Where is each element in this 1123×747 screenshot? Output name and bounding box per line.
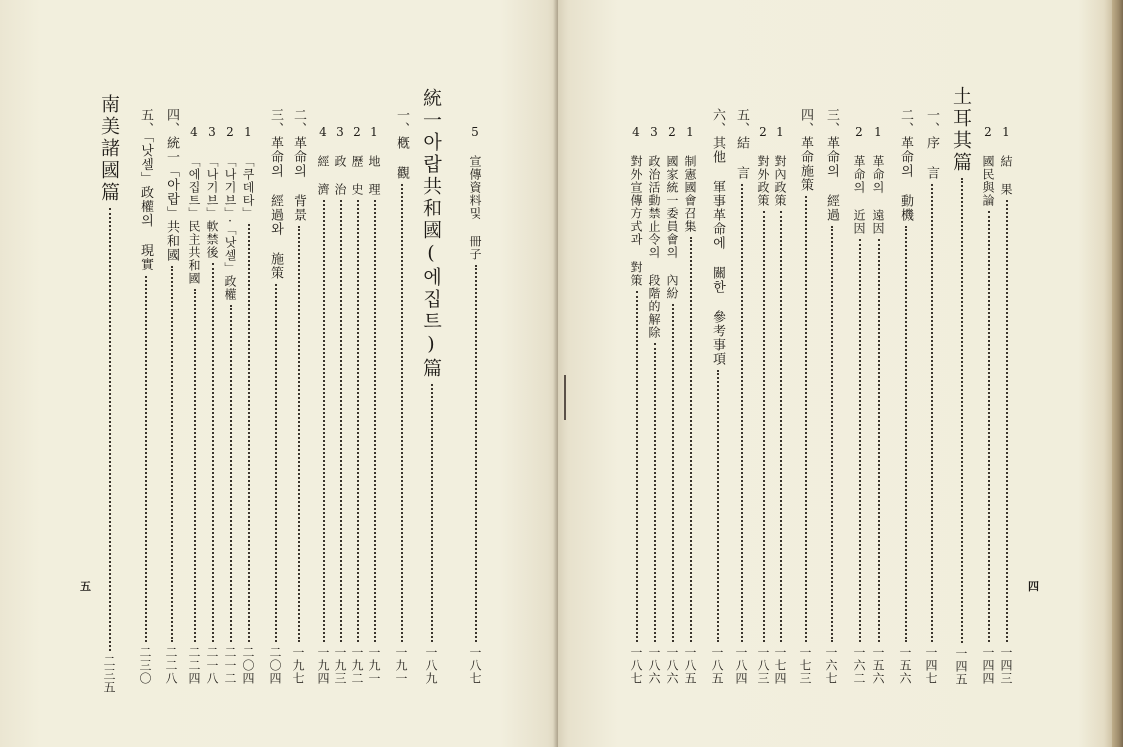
toc-leader <box>401 184 403 642</box>
toc-entry-page: 二二八 <box>164 646 178 685</box>
toc-leader <box>690 237 692 642</box>
toc-entry <box>266 108 285 685</box>
toc-leader <box>275 284 277 642</box>
toc-entry-title: 4 經 濟 <box>316 125 330 196</box>
toc-entry-title: 2 國家統一委員會의 內紛 <box>665 125 679 300</box>
toc-entry-page: 一九二 <box>350 646 364 685</box>
toc-entry <box>998 125 1015 685</box>
toc-entry-page: 一九一 <box>367 646 381 685</box>
toc-leader <box>931 184 933 642</box>
toc-entry-title: 四、統一「아랍」共和國 <box>164 108 179 262</box>
left-page <box>0 0 558 747</box>
toc-entry-page: 一八七 <box>629 646 643 685</box>
toc-entry <box>896 108 915 685</box>
toc-entry <box>349 125 366 685</box>
toc-leader <box>194 289 196 642</box>
toc-leader <box>831 226 833 642</box>
toc-entry-page: 一九四 <box>316 646 330 685</box>
toc-entry-page: 一八七 <box>468 646 482 685</box>
toc-entry-title: 1 革命의 遠因 <box>871 125 885 235</box>
toc-entry <box>240 125 257 685</box>
toc-entry <box>315 125 332 685</box>
toc-leader <box>988 211 990 642</box>
toc-entry-page: 二〇四 <box>268 646 282 685</box>
toc-leader <box>961 178 963 643</box>
toc-entry-page: 一五六 <box>898 646 912 685</box>
toc-leader <box>763 211 765 642</box>
toc-section-heading <box>948 86 975 686</box>
toc-entry <box>136 108 155 685</box>
toc-entry-title: 南美諸國篇 <box>98 94 120 204</box>
toc-leader <box>905 226 907 642</box>
toc-leader <box>741 184 743 642</box>
toc-entry <box>980 125 997 685</box>
toc-leader <box>230 305 232 642</box>
toc-entry-title: 2 革命의 近因 <box>852 125 866 235</box>
toc-entry <box>628 125 645 685</box>
toc-entry <box>870 125 887 685</box>
toc-leader <box>654 343 656 642</box>
toc-leader <box>672 304 674 642</box>
toc-entry <box>204 125 221 685</box>
toc-entry-page: 一四三 <box>999 646 1013 685</box>
toc-entry-page: 一四四 <box>981 646 995 685</box>
toc-entry-page: 一八六 <box>647 646 661 685</box>
toc-leader <box>859 239 861 642</box>
toc-section-heading <box>96 94 123 694</box>
toc-section-heading <box>418 88 445 685</box>
toc-entry-page: 一六二 <box>852 646 866 685</box>
toc-entry-title: 統一아랍共和國(에집트)篇 <box>420 88 442 380</box>
toc-entry-title: 四、革命施策 <box>798 108 813 192</box>
toc-entry <box>682 125 699 685</box>
toc-entry <box>732 108 751 685</box>
toc-entry-title: 一、序 言 <box>924 108 939 180</box>
book-edge <box>1112 0 1123 747</box>
toc-entry-title: 2 國民與論 <box>981 125 995 207</box>
toc-entry-page: 二一二 <box>223 646 237 685</box>
toc-entry <box>186 125 203 685</box>
binding-mark <box>564 375 566 420</box>
toc-entry-title: 1 地 理 <box>367 125 381 196</box>
toc-entry-page: 一七三 <box>798 646 812 685</box>
toc-leader <box>357 200 359 642</box>
page-folio: 五 <box>80 580 91 593</box>
toc-entry <box>772 125 789 685</box>
toc-leader <box>248 224 250 642</box>
toc-entry <box>366 125 383 685</box>
toc-leader <box>717 370 719 642</box>
toc-entry-title: 1 「쿠데타」 <box>241 125 255 220</box>
toc-entry-title: 一、槪 觀 <box>394 108 409 180</box>
toc-entry-title: 1 制憲國會召集 <box>683 125 697 233</box>
toc-entry-page: 一四七 <box>924 646 938 685</box>
toc-entry <box>922 108 941 685</box>
toc-entry <box>664 125 681 685</box>
toc-entry-page: 一五六 <box>871 646 885 685</box>
toc-leader <box>374 200 376 642</box>
toc-entry-page: 一九三 <box>333 646 347 685</box>
toc-entry-title: 1 結 果 <box>999 125 1013 196</box>
toc-entry <box>222 125 239 685</box>
toc-leader <box>340 200 342 642</box>
toc-entry-page: 一八五 <box>683 646 697 685</box>
toc-leader <box>109 208 111 651</box>
toc-entry-page: 二三〇 <box>138 646 152 685</box>
toc-leader <box>805 196 807 642</box>
toc-entry-title: 五、「낫셀」政權의 現實 <box>138 108 153 272</box>
toc-leader <box>171 266 173 642</box>
toc-leader <box>636 291 638 642</box>
toc-entry-page: 一八五 <box>710 646 724 685</box>
toc-entry-title: 三、革命의 經過 <box>824 108 839 222</box>
toc-entry <box>162 108 181 685</box>
toc-entry <box>796 108 815 685</box>
toc-entry-title: 3 「나기브」軟禁後 <box>205 125 219 259</box>
toc-entry-title: 二、革命의 背景 <box>291 108 306 222</box>
toc-entry-page: 一四五 <box>954 647 968 686</box>
toc-leader <box>145 276 147 643</box>
toc-entry-title: 3 政治活動禁止令의 段階的解除 <box>647 125 661 339</box>
toc-leader <box>475 265 477 642</box>
toc-leader <box>298 226 300 642</box>
toc-entry-title: 五、結 言 <box>734 108 749 180</box>
page-folio: 四 <box>1028 580 1039 593</box>
toc-entry-page: 一八四 <box>734 646 748 685</box>
toc-entry-title: 六、其他 軍事革命에 關한 參考事項 <box>710 108 725 366</box>
toc-entry-page: 一九一 <box>394 646 408 685</box>
toc-entry <box>822 108 841 685</box>
toc-entry <box>646 125 663 685</box>
toc-entry-title: 3 政 治 <box>333 125 347 196</box>
toc-entry-page: 二〇四 <box>241 646 255 685</box>
toc-entry <box>392 108 411 685</box>
toc-leader <box>212 263 214 642</box>
toc-entry-title: 2 「나기브」·「낫셀」政權 <box>223 125 237 301</box>
right-page <box>558 0 1112 747</box>
toc-leader <box>1006 200 1008 642</box>
toc-entry-title: 4 「에집트」民主共和國 <box>187 125 201 285</box>
toc-entry-title: 三、革命의 經過와 施策 <box>268 108 283 280</box>
toc-entry-title: 2 對外政策 <box>756 125 770 207</box>
toc-entry-title: 2 歷 史 <box>350 125 364 196</box>
toc-entry <box>467 125 484 685</box>
toc-leader <box>878 239 880 642</box>
toc-entry-title: 4 對外宣傳方式과 對策 <box>629 125 643 287</box>
toc-entry-title: 土耳其篇 <box>950 86 972 174</box>
toc-entry-page: 二一八 <box>205 646 219 685</box>
toc-entry <box>289 108 308 685</box>
toc-entry <box>755 125 772 685</box>
toc-entry <box>332 125 349 685</box>
toc-entry-page: 一六七 <box>824 646 838 685</box>
toc-entry-title: 1 對內政策 <box>773 125 787 207</box>
toc-leader <box>431 384 433 642</box>
toc-entry-page: 一八九 <box>424 646 438 685</box>
toc-entry-page: 一八三 <box>756 646 770 685</box>
toc-leader <box>780 211 782 642</box>
toc-entry-page: 二二四 <box>187 646 201 685</box>
toc-entry <box>708 108 727 685</box>
toc-entry-page: 二三五 <box>102 655 116 694</box>
toc-entry-title: 二、革命의 動機 <box>898 108 913 222</box>
toc-leader <box>323 200 325 642</box>
toc-entry-page: 一八六 <box>665 646 679 685</box>
toc-entry-title: 5 宣傳資料및 冊子 <box>468 125 482 261</box>
toc-entry-page: 一七四 <box>773 646 787 685</box>
toc-entry <box>851 125 868 685</box>
toc-entry-page: 一九七 <box>291 646 305 685</box>
